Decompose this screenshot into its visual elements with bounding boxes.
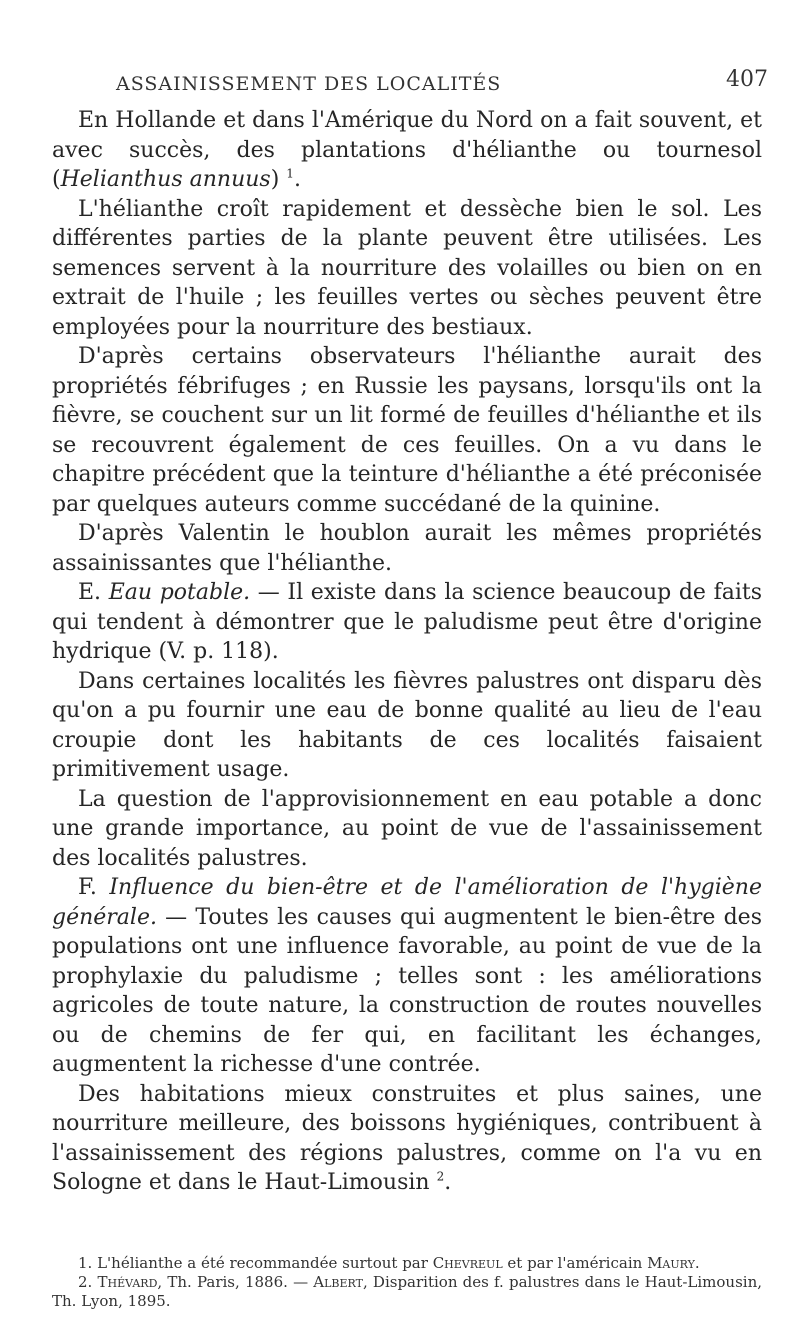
footnotes [52,1254,762,1311]
section-e-eau-potable [52,578,762,667]
author-name: Maury [647,1254,695,1272]
footnote-text: 2. [78,1273,98,1291]
footnote-ref-2: 2 [436,1169,445,1184]
paragraph-febrifuge: D'après certains observateurs l'hélianthe aurait des propriétés fébrifuges ; en Russie les paysans, lorsqu'ils ont la fièvre, se couchent sur un lit formé de feuilles d'hélianthe et ils se recouvrent également de ces feuilles. On a vu dans le chapitre précédent que la teinture d'hélianthe a été préconisée par quelques auteurs comme succédané de la quinine. [52,344,762,517]
paragraph-text: . [444,1170,452,1195]
paragraph-text: . [293,167,301,192]
body-text [52,106,762,1198]
paragraph-fievres-disparues: Dans certaines localités les fièvres palustres ont disparu dès qu'on a pu fournir une eau de bonne qualité au lieu de l'eau croupie dont les habitants de ces localités faisaient primitivement usage. [52,668,762,782]
footnote-text: . [694,1254,700,1272]
page-number: 407 [726,67,768,92]
footnote-1 [52,1254,762,1273]
footnote-text: , Disparition des f. palustres dans le Haut-Limousin, Th. Lyon, 1895. [52,1273,762,1310]
footnote-text: , Th. Paris, 1886. — [157,1273,314,1291]
running-title: ASSAINISSEMENT DES LOCALITÉS [116,73,502,95]
paragraph-approvisionnement: La question de l'approvisionnement en eau potable a donc une grande importance, au point de vue de l'assainissement des localités palustres. [52,786,762,871]
footnote-text: 1. L'hélianthe a été recommandée surtout par [78,1254,433,1272]
footnote-2 [52,1273,762,1311]
section-title: Influence du bien-être et de l'amélioration de l'hygiène générale. [52,875,762,930]
paragraph-text: En Hollande et dans l'Amérique du Nord on a fait souvent, et avec succès, des plantations d'hélianthe ou tournesol ( [52,108,762,192]
section-f-bien-etre [52,873,762,1080]
section-label: E. [78,580,102,605]
paragraph-habitations [52,1080,762,1198]
paragraph-helianthe-uses: L'hélianthe croît rapidement et dessèche bien le sol. Les différentes parties de la plante peuvent être utilisées. Les semences servent à la nourriture des volailles ou bien on en extrait de l'huile ; les feuilles vertes ou sèches peuvent être employées pour la nourriture des bestiaux. [52,196,762,340]
author-name: Chevreul [432,1254,503,1272]
section-title: Eau potable. [108,580,251,605]
footnote-text: et par l'américain [502,1254,648,1272]
paragraph-text: ) [270,167,280,192]
paragraph-text: — Toutes les causes qui augmentent le bien-être des populations ont une influence favorable, au point de vue de la prophylaxie du paludisme ; telles sont : les améliorations agricoles de toute nature, la construction de routes nouvelles ou de chemins de fer qui, en facilitant les échanges, augmentent la richesse d'une contrée. [52,904,762,1077]
species-name: Helianthus annuus [60,167,271,192]
paragraph-houblon: D'après Valentin le houblon aurait les mêmes propriétés assainissantes que l'hélianthe. [52,521,762,576]
paragraph-helianthe-plantations [52,106,762,195]
author-name: Thévard [97,1273,158,1291]
paragraph-text: Des habitations mieux construites et plus saines, une nourriture meilleure, des boissons hygiéniques, contribuent à l'assainissement des régions palustres, comme on l'a vu en Sologne et dans le Haut-Limousin [52,1081,762,1195]
footnote-ref-1: 1 [286,166,294,181]
paragraph-text: — Il existe dans la science beaucoup de faits qui tendent à démontrer que le paludisme peut être d'origine hydrique (V. p. 118). [52,580,763,664]
section-label: F. [78,875,97,900]
author-name: Albert [313,1273,363,1291]
